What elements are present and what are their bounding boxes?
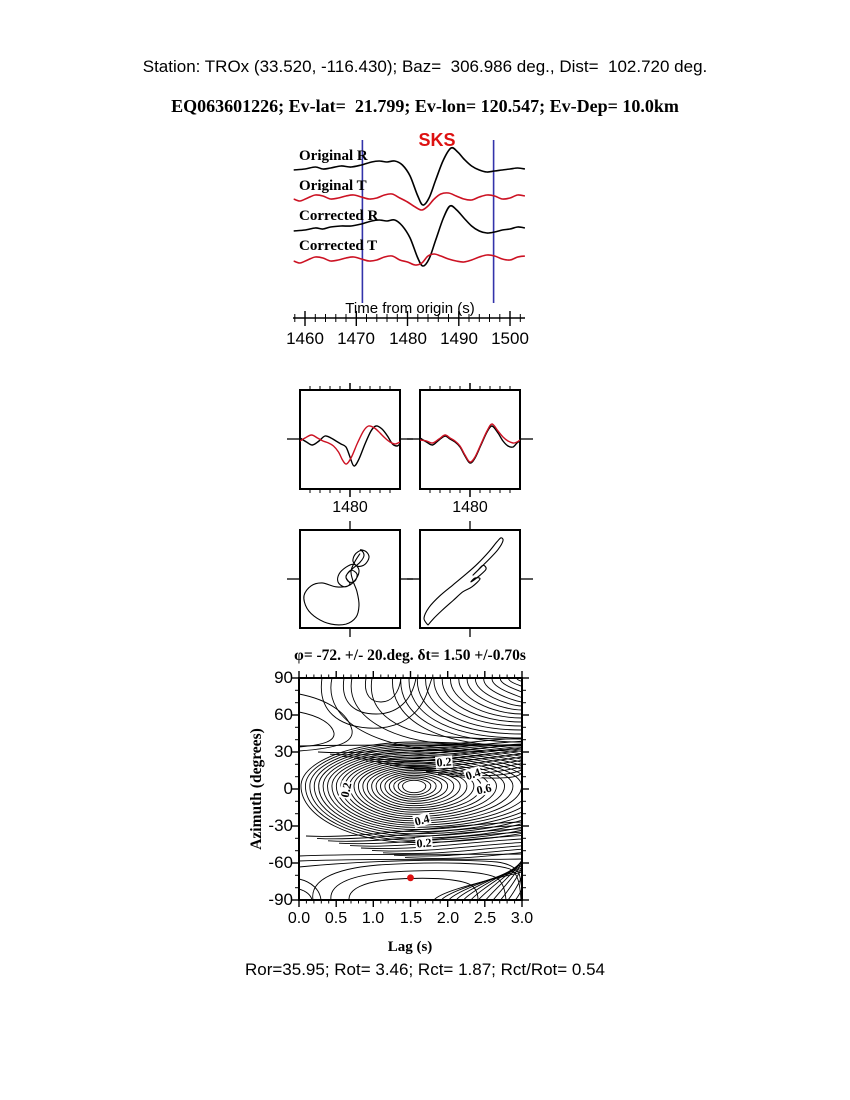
time-tick-label: 1500 [491, 329, 529, 348]
azimuth-tick-label: -90 [268, 890, 293, 909]
panel-tick-label-original: 1480 [332, 499, 368, 516]
azimuth-tick-label: 60 [274, 705, 293, 724]
azimuth-tick-label: -30 [268, 816, 293, 835]
trace-label-corrected-t: Corrected T [299, 238, 378, 254]
trace-label-corrected-r: Corrected R [299, 208, 379, 224]
lag-tick-label: 2.0 [436, 910, 460, 927]
time-axis-label: Time from origin (s) [345, 300, 475, 317]
time-tick-label: 1490 [440, 329, 478, 348]
contour-level-label: 0.2 [435, 754, 453, 770]
lag-tick-label: 1.5 [399, 910, 423, 927]
time-tick-label: 1460 [286, 329, 324, 348]
time-tick-label: 1480 [389, 329, 427, 348]
contour-level-label: 0.2 [415, 835, 432, 851]
lag-tick-label: 1.0 [361, 910, 385, 927]
error-surface-title: φ= -72. +/- 20.deg. δt= 1.50 +/-0.70s [294, 647, 526, 664]
lag-tick-label: 0.0 [287, 910, 311, 927]
trace-label-original-t: Original T [299, 178, 367, 194]
lag-tick-label: 3.0 [510, 910, 534, 927]
contour-level-label: 0.4 [412, 811, 431, 829]
event-info-line: EQ063601226; Ev-lat= 21.799; Ev-lon= 120.547; Ev-Dep= 10.0km [171, 96, 679, 116]
phase-label-sks: SKS [418, 130, 456, 150]
azimuth-tick-label: 0 [283, 779, 293, 798]
lag-tick-label: 0.5 [324, 910, 348, 927]
lag-axis-label: Lag (s) [387, 939, 433, 955]
trace-label-original-r: Original R [299, 148, 368, 164]
contour-level-label: 0.6 [475, 780, 493, 798]
azimuth-tick-label: 30 [274, 742, 293, 761]
station-info-line: Station: TROx (33.520, -116.430); Baz= 306.986 deg., Dist= 102.720 deg. [142, 57, 708, 76]
lag-tick-label: 2.5 [473, 910, 497, 927]
azimuth-tick-label: 90 [274, 668, 293, 687]
contour-level-label: 0.4 [463, 765, 483, 784]
time-tick-label: 1470 [337, 329, 375, 348]
azimuth-tick-label: -60 [268, 853, 293, 872]
panel-tick-label-corrected: 1480 [452, 499, 488, 516]
azimuth-axis-label: Azimuth (degrees) [248, 728, 265, 850]
result-stats-line: Ror=35.95; Rot= 3.46; Rct= 1.87; Rct/Rot= 0.54 [244, 960, 606, 979]
contour-level-label: 0.2 [337, 781, 355, 800]
